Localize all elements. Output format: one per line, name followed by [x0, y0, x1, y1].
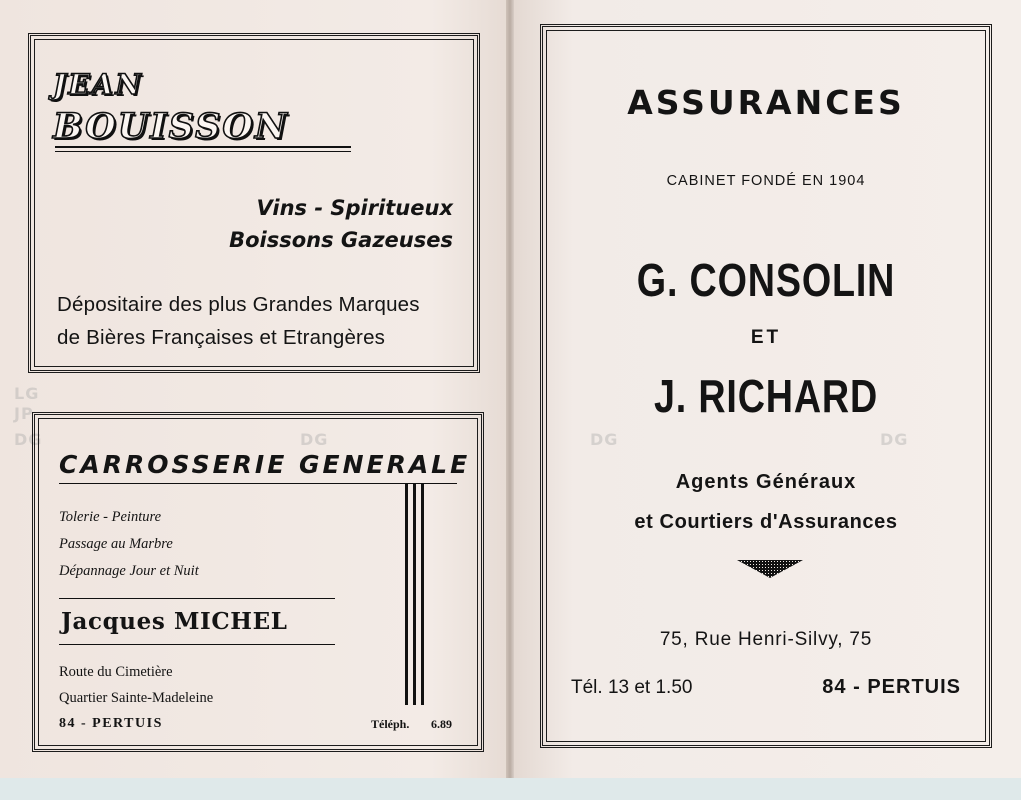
carrosserie-ad-frame	[32, 412, 484, 752]
bouisson-depot-line2: de Bières Françaises et Etrangères	[57, 326, 386, 349]
owner-rule-top	[59, 598, 335, 599]
service-item: Dépannage Jour et Nuit	[59, 563, 199, 579]
decorative-vertical-lines	[405, 483, 427, 705]
watermark-dg: DG	[300, 430, 329, 449]
watermark-dg: DG	[880, 430, 909, 449]
assurances-phone: Tél. 13 et 1.50	[571, 677, 693, 698]
street-address: 75, Rue Henri-Silvy, 75	[659, 629, 873, 650]
bouisson-name-line1: JEAN	[53, 68, 143, 101]
service-item: Passage au Marbre	[59, 536, 173, 552]
watermark-dg: DG	[590, 430, 619, 449]
address-line2: Quartier Sainte-Madeleine	[59, 690, 214, 706]
assurances-title: ASSURANCES	[627, 83, 905, 122]
scan-background-strip	[0, 778, 1021, 800]
carrosserie-city: 84 - PERTUIS	[59, 716, 163, 731]
conjunction: ET	[750, 327, 782, 348]
role-line1: Agents Généraux	[675, 471, 857, 493]
owner-rule-bottom	[59, 644, 335, 645]
bouisson-title-rule	[55, 146, 351, 152]
service-item: Tolerie - Peinture	[59, 509, 162, 525]
bouisson-products-line2: Boissons Gazeuses	[229, 228, 453, 252]
agent-name-2: J. RICHARD	[653, 370, 879, 422]
watermark-dg: DG	[14, 430, 43, 449]
triangle-ornament-icon	[737, 560, 803, 578]
carrosserie-title: CARROSSERIE GENERALE	[59, 450, 471, 479]
assurances-city: 84 - PERTUIS	[822, 676, 961, 698]
founded-line: CABINET FONDÉ EN 1904	[666, 173, 866, 189]
phone-number: 6.89	[431, 717, 452, 731]
bouisson-depot-line1: Dépositaire des plus Grandes Marques	[57, 293, 420, 316]
watermark-lg: LG	[14, 384, 40, 403]
phone-label: Téléph.	[371, 717, 410, 731]
bouisson-ad-frame	[28, 33, 480, 373]
bouisson-name-line2: BOUISSON	[53, 106, 289, 147]
watermark-jp: JP	[14, 404, 34, 423]
owner-name: Jacques MICHEL	[61, 608, 288, 635]
assurances-ad-frame	[540, 24, 992, 748]
agent-name-1: G. CONSOLIN	[636, 254, 896, 306]
book-gutter	[506, 0, 514, 800]
role-line2: et Courtiers d'Assurances	[634, 511, 898, 533]
address-line1: Route du Cimetière	[59, 664, 173, 680]
carrosserie-title-rule	[59, 483, 457, 484]
bouisson-products-line1: Vins - Spiritueux	[256, 196, 453, 220]
